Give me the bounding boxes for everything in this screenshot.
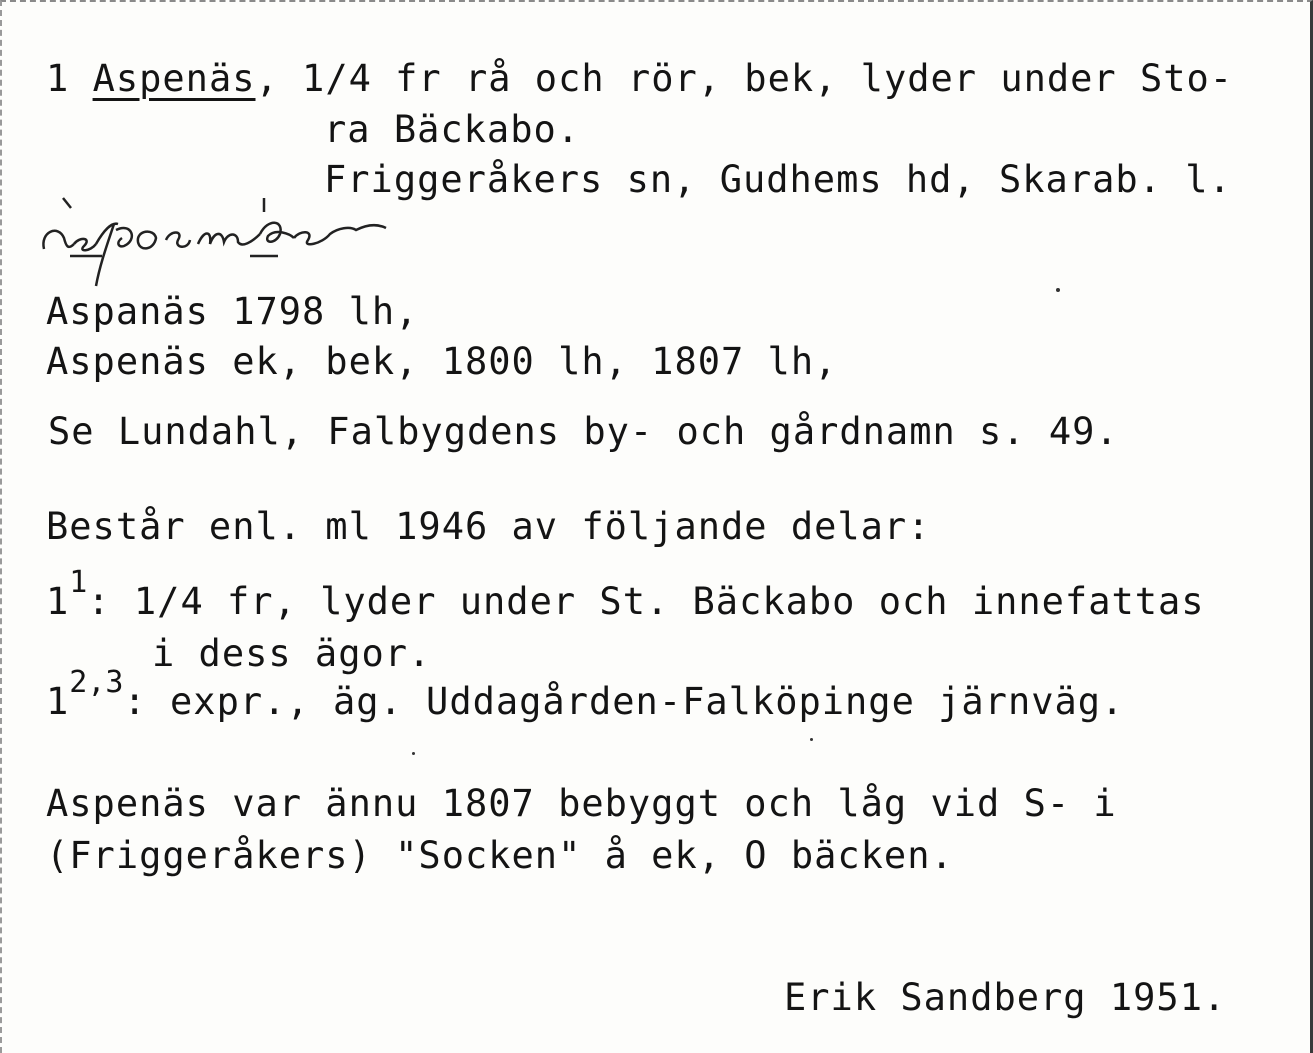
part-1-text: : 1/4 fr, lyder under St. Bäckabo och innefattas <box>87 580 1205 623</box>
speck <box>1056 288 1060 292</box>
form-line: Aspenäs ek, bek, 1800 lh, 1807 lh, <box>46 340 838 383</box>
part-1-continuation: i dess ägor. <box>152 632 432 675</box>
part-2-number: 1 <box>46 680 70 723</box>
entry-line-1 <box>46 57 1233 101</box>
handwritten-pronunciation <box>38 194 418 289</box>
part-1-line <box>46 565 1205 627</box>
part-1-superscript: 1 <box>69 565 88 600</box>
speck <box>810 738 813 741</box>
part-2-text: : expr., äg. Uddagården-Falköpinge järnväg. <box>123 680 1125 723</box>
form-line: Aspanäs 1798 lh, <box>46 290 419 333</box>
note-line: Aspenäs var ännu 1807 bebyggt och låg vid S- i <box>46 782 1117 825</box>
entry-line-1-text: , 1/4 fr rå och rör, bek, lyder under Sto- <box>255 57 1234 100</box>
entry-number: 1 <box>46 57 70 100</box>
reference-line: Se Lundahl, Falbygdens by- och gårdnamn s. 49. <box>48 410 1119 453</box>
speck <box>412 752 415 755</box>
entry-line-2: ra Bäckabo. <box>324 108 581 151</box>
division-intro: Består enl. ml 1946 av följande delar: <box>46 505 931 548</box>
signature: Erik Sandberg 1951. <box>784 976 1227 1019</box>
part-2-line <box>46 665 1125 727</box>
part-1-number: 1 <box>46 580 70 623</box>
entry-location-line: Friggeråkers sn, Gudhems hd, Skarab. l. <box>324 158 1232 201</box>
headword: Aspenäs <box>92 57 256 100</box>
part-2-superscript: 2,3 <box>69 665 124 700</box>
note-line: (Friggeråkers) "Socken" å ek, O bäcken. <box>46 834 954 877</box>
